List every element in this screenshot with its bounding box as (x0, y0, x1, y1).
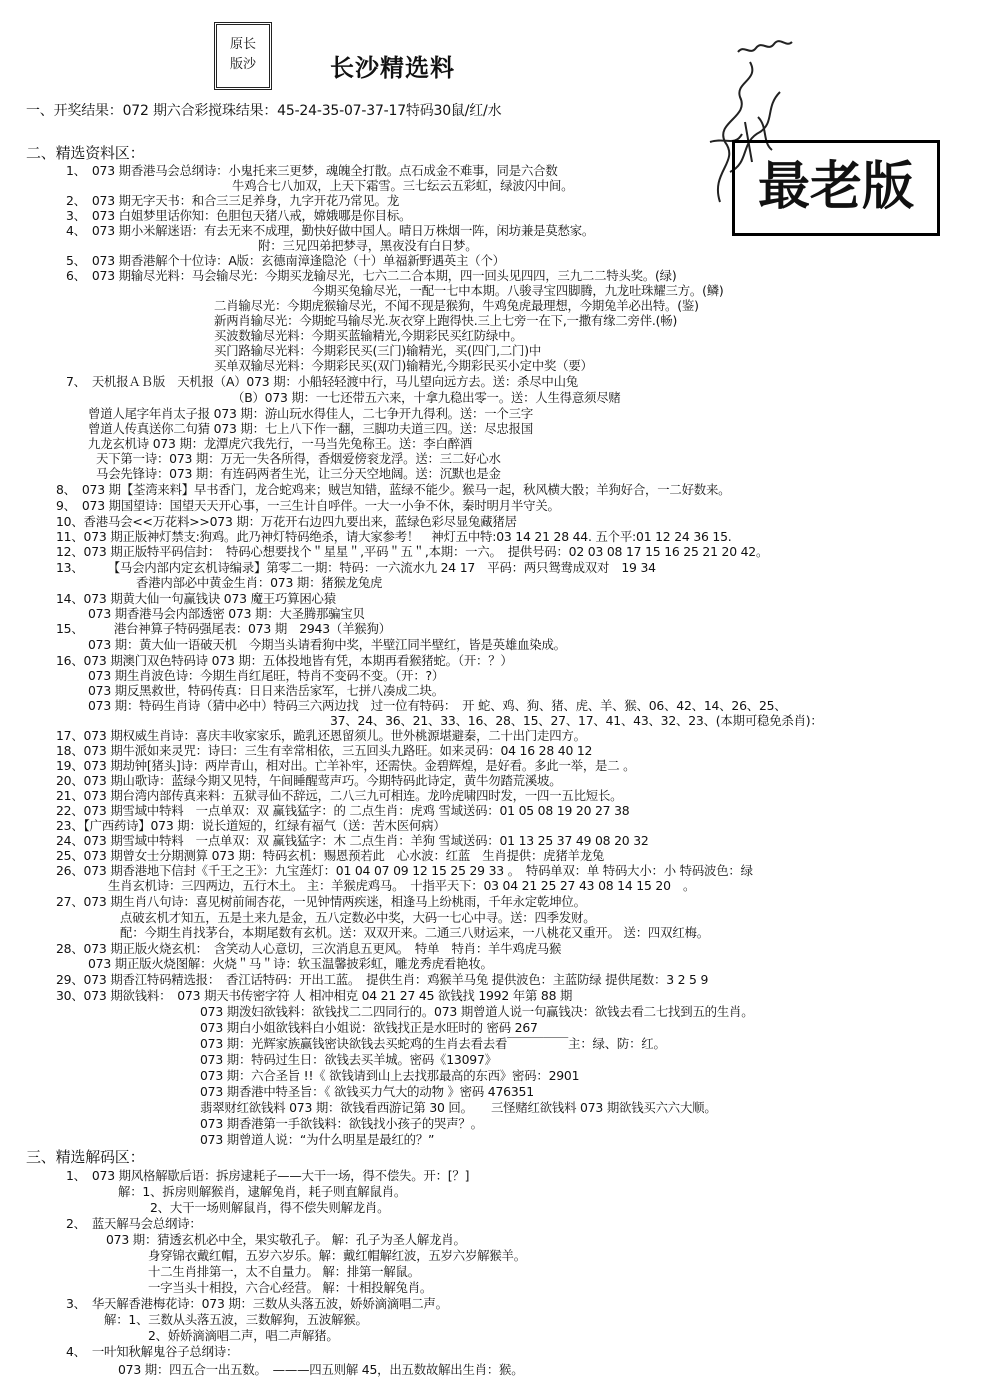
line: 买门路输尽光料：今期彩民买(三门)输精光，买(四门,二门)中 (214, 343, 542, 358)
line: 马会先锋诗：073 期：有连码两者生光，让三分天空地阔。送：沉默也是金 (96, 466, 501, 481)
section-3-heading: 三、精选解码区： (26, 1148, 145, 1166)
line: 曾道人传真送你二句猜 073 期：七上八下作一翻，三脚功夫道三四。送：尽忠报国 (88, 421, 534, 436)
line: 13、 【马会内部内定玄机诗编录】第零二一期：特码：一六流水九 24 17 平码：两只鸳鸯成双对 19 34 (56, 560, 656, 575)
line: 073 期反黑救世，特码传真：日日来浩岳家军，七拼八凑成二块。 (88, 683, 444, 698)
line: 一字当头十相投，六合心经营。 解：十相投解兔肖。 (148, 1280, 433, 1295)
line: 24、073 期雪域中特料 一点单双：双 赢钱猛字：木 二点生肖：羊狗 雪域送码：01 13 25 37 49 08 20 32 (56, 833, 649, 848)
line: 香港内部必中黄金生肖：073 期：猪猴龙兔虎 (136, 575, 383, 590)
line: 073 期曾道人说：“为什么明星是最红的？” (200, 1132, 435, 1147)
stamp-line-1: 原长 (229, 37, 256, 52)
line: 2、娇娇滴滴唱二声，唱二声解猪。 (148, 1328, 339, 1343)
line: 11、073 期正版神灯禁支:狗鸡。此乃神灯特码绝杀，请大家参考！ 神灯五中特:03 14 21 28 44. 五个平:01 12 24 36 15. (56, 529, 732, 544)
line: 买波数输尽光料：今期买蓝输精光,今期彩民买红防绿中。 (214, 328, 523, 343)
line: 073 期生肖波色诗：今期生肖红尾旺，特肖不变码不变。（开：?） (88, 668, 445, 683)
line: 生肖玄机诗：三四两边，五行木土。 主：羊猴虎鸡马。 十指平天下：03 04 21 25 27 43 08 14 15 20 。 (108, 878, 696, 893)
line: 18、073 期牛派如来灵咒：诗曰：三生有幸常相依，三五回头九路旺。如来灵码：04 16 28 40 12 (56, 743, 593, 758)
line: 14、073 期黄大仙一句赢钱诀 073 魔王巧算困心猿 (56, 591, 336, 606)
line: 天下第一诗：073 期：万无一失各所得，香烟爱傍衮龙浮。送：三二好心水 (96, 451, 501, 466)
line: 买单双输尽光料：今期彩民买(双门)输精光,今期彩民买小定中奖（要） (214, 358, 593, 373)
line: 37、24、36、21、33、16、28、15、27、17、41、43、32、23、(本期可稳免杀肖)： (330, 713, 823, 728)
line: 073 期：猜透玄机必中全，果实敬孔子。 解：孔子为圣人解龙肖。 (106, 1232, 466, 1247)
line: 26、073 期香港地下信封《千王之王》：九宝莲灯：01 04 07 09 12 15 25 29 33 。 特码单双：单 特码大小：小 特码波色：绿 (56, 863, 753, 878)
line: 23、【广西药诗】073 期：说长道短的，红绿有福气（送：苦木医何病） (56, 818, 446, 833)
line: 7、 天机报ＡＢ版 天机报（A）073 期：小船轻轻渡中行，马儿望向远方去。送：杀尽中山兔 (66, 374, 578, 389)
line: 3、 华天解香港梅花诗：073 期：三数从头落五波，娇娇滴滴唱二声。 (66, 1296, 448, 1311)
line: 073 期香港马会内部透密 073 期：大圣腾那骗宝贝 (88, 606, 365, 621)
stamp-line-2: 版沙 (229, 57, 256, 72)
line: 1、 073 期风格解歇后语：拆房逮耗子——大干一场，得不偿失。开：[？] (66, 1168, 470, 1183)
line: 6、 073 期输尽光料：马会输尽光：今期买龙输尽光，七六二二合本期，四一回头见四四，三九二二特头奖。(绿) (66, 268, 677, 283)
line: 12、073 期正版特平码信封： 特码心想要找个＂星星＂,平码＂五＂,本期：一六。 提供号码：02 03 08 17 15 16 25 21 20 42。 (56, 544, 769, 559)
line: 3、 073 白姐梦里话你知：色胆包天猪八戒，嫦娥哪是你目标。 (66, 208, 412, 223)
line: 9、 073 期国望诗：国望天天开心事，一三生计自呼伴。一大一小争不休，秦时明月半守关。 (56, 498, 560, 513)
line: 牛鸡合七八加双，上天下霜雪。三七纭云五彩虹，绿波闪中间。 (232, 178, 574, 193)
line: 5、 073 期香港解个十位诗：A版：玄德南漳逢隐沦（十）单福新野遇英主（个） (66, 253, 505, 268)
line: 九龙玄机诗 073 期：龙潭虎穴我先行，一马当先兔称王。送：李白醉酒 (88, 436, 473, 451)
line: 曾道人尾字年肖太子报 073 期：游山玩水得佳人，二七争开九得利。送：一个三字 (88, 406, 534, 421)
badge-box: 最老版 (732, 140, 940, 236)
line: 19、073 期劫钟[猪头]诗：两岸青山，相对出。亡羊补牢，还需快。金碧辉煌，是好看。多此一举，是二 。 (56, 758, 636, 773)
line: 17、073 期权威生肖诗：喜庆丰收家家乐，跪乳还恩留须儿。世外桃源堪避秦，二十出门走四方。 (56, 728, 586, 743)
section-2-heading: 二、精选资料区： (26, 144, 145, 162)
line: 21、073 期台湾内部传真来料：五狱寻仙不辞远，二八三九可相连。龙吟虎啸四时发，一四一五比短长。 (56, 788, 623, 803)
line: 16、073 期澳门双色特码诗 073 期：五体投地皆有凭，本期再看猴猪蛇。（开：？） (56, 653, 513, 668)
line: 附：三兄四弟把梦寻，黑夜没有白日梦。 (258, 238, 478, 253)
line: 1、 073 期香港马会总纲诗：小鬼托来三更梦，魂魄全打散。点石成金不难事，同是六合数 (66, 163, 558, 178)
line: 15、 港台神算子特码强尾表：073 期 2943（羊猴狗） (56, 621, 391, 636)
line: 073 期：特码过生日：欲钱去买羊城。密码《13097》 (200, 1052, 497, 1067)
draw-result: 一、开奖结果：072 期六合彩搅珠结果：45-24-35-07-37-17特码30鼠/红/水 (26, 103, 502, 119)
line: 解：1、拆房则解猴肖，逮解兔肖，耗子则直解鼠肖。 (118, 1184, 407, 1199)
line: 二肖输尽光：今期虎猴输尽光，不闻不现是猴狗，牛鸡兔虎最理想，今期兔羊必出特。(鉴) (214, 298, 699, 313)
line: 20、073 期山歌诗：蓝绿今期又见特，午间睡醒莺声巧。今期特码此诗定，黄牛勿踏荒溪坡。 (56, 773, 562, 788)
line: 今期买兔输尽光，一配一七中本期。八骏寻宝四脚腾，九龙吐珠耀三方。(鳞) (312, 283, 724, 298)
line: 新两肖输尽光：今期蛇马输尽光.灰衣穿上跑得快.三上七旁一在下,一撒有缘二旁伴.(畅) (214, 313, 678, 328)
page-title: 长沙精选料 (330, 54, 455, 82)
line: 4、 073 期小米解迷语：有去无来不成理，勤快好做中国人。晴日万株烟一阵，闲坊兼是莫愁家。 (66, 223, 595, 238)
line: 4、 一叶知秋解鬼谷子总纲诗： (66, 1344, 239, 1359)
line: 22、073 期雪域中特料 一点单双：双 赢钱猛字：的 二点生肖：虎鸡 雪域送码：01 05 08 19 20 27 38 (56, 803, 630, 818)
line: 30、073 期欲钱料： 073 期天书传密字符 人 相冲相克 04 21 27 45 欲钱找 1992 年第 88 期 (56, 988, 573, 1003)
line: 28、073 期正版火烧玄机： 含笑动人心意切，三次消息五更风。 特单 特肖：羊牛鸡虎马猴 (56, 941, 562, 956)
line: 073 期正版火烧图解：火烧＂马＂诗：软玉温馨披彩虹，雕龙秀虎看艳妆。 (88, 956, 493, 971)
line: 29、073 期香江特码精选报： 香江话特码：开出工蓝。 提供生肖：鸡猴羊马兔 提供波色：主蓝防绿 提供尾数：3 2 5 9 (56, 972, 709, 987)
line: （B）073 期：一七还带五六来，十拿九稳出零一。送：人生得意须尽赌 (232, 390, 621, 405)
line: 身穿锦衣戴红帽，五岁六岁乐。解：戴红帽解红波，五岁六岁解猴羊。 (148, 1248, 526, 1263)
line: 27、073 期生肖八句诗：喜见树前闹杏花，一见钟情两疾迷，相逢马上纷桃雨，千年永定乾坤位。 (56, 894, 586, 909)
line: 8、 073 期【荃湾来料】早书香门，龙合蛇鸡来；贼岂知错，蓝绿不能少。猴马一起，秋风横大骰；羊狗好合，一二好数来。 (56, 482, 731, 497)
line: 073 期：六合圣旨 !!《 欲钱请到山上去找那最高的东西》密码：2901 (200, 1068, 580, 1083)
line: 2、 蓝天解马会总纲诗： (66, 1216, 202, 1231)
line: 十二生肖排第一，太不自量力。 解：排第一解鼠。 (148, 1264, 420, 1279)
line: 073 期：光辉家族赢钱密诀欲钱去买蛇鸡的生肖去看去看￣￣￣￣￣主：绿、防：红。 (200, 1036, 666, 1051)
line: 10、香港马会<<万花料>>073 期：万花开右边四九要出来，蓝绿色彩尽显兔藏猪居 (56, 514, 517, 529)
line: 2、 073 期无字天书：和合三三足养身，九字开花乃常见。龙 (66, 193, 400, 208)
line: 翡翠财红欲钱料 073 期：欲钱看西游记第 30 回。 三怪赌红欲钱料 073 期欲钱买六六大顺。 (200, 1100, 717, 1115)
line: 25、073 期曾女士分期测算 073 期：特码玄机：赐恩预若此 心水波：红蓝 生肖提供：虎猪羊龙兔 (56, 848, 605, 863)
line: 解：1、三数从头落五波，三数解狗，五波解猴。 (104, 1312, 368, 1327)
line: 点破玄机才知五，五是土来九是金，五八定数必中奖，大码一七心中寻。送：四季发财。 (120, 910, 596, 925)
line: 073 期香港第一手欲钱料：欲钱找小孩子的哭声？。 (200, 1116, 483, 1131)
line: 073 期：特码生肖诗（猜中必中）特码三六两边找 过一位有特码： 开 蛇、鸡、狗、猪、虎、羊、猴、06、42、14、26、25、 (88, 698, 787, 713)
line: 073 期香港中特圣旨：《 欲钱买力气大的动物 》密码 476351 (200, 1084, 534, 1099)
line: 073 期白小姐欲钱料白小姐说：欲钱找正是水旺时的 密码 267 (200, 1020, 538, 1035)
line: 073 期：四五合一出五数。 ———四五则解 45，出五数故解出生肖：猴。 (118, 1362, 524, 1377)
line: 2、大干一场则解鼠肖，得不偿失则解龙肖。 (150, 1200, 390, 1215)
line: 配：今期生肖找茅台，本期尾数有玄机。送：双双开来。二通三八财运来，一八桃花又重开。 送：四双红梅。 (120, 925, 709, 940)
line: 073 期泼妇欲钱料：欲钱找二二四同行的。073 期曾道人说一句赢钱决：欲钱去看二七找到五的生肖。 (200, 1004, 754, 1019)
line: 073 期：黄大仙一语破天机 今期当头请看狗中奖，半壁江同半壁红，皆是英雄血染成。 (88, 637, 566, 652)
